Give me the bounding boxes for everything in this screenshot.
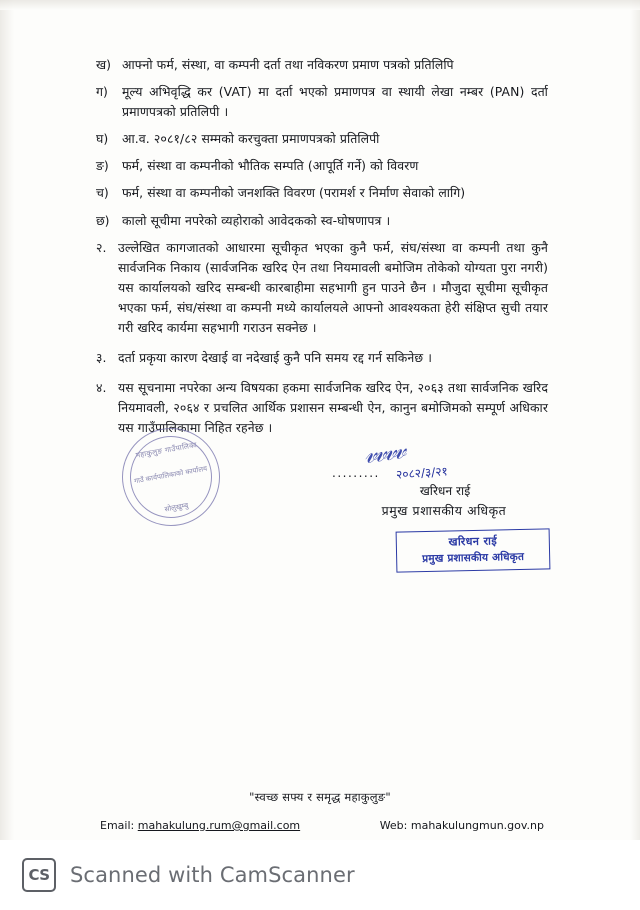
footer-email-label: Email: xyxy=(100,819,135,832)
footer-slogan: "स्वच्छ सफ्य र समृद्ध महाकुलुङ" xyxy=(249,790,391,804)
footer-email-address[interactable]: mahakulung.rum@gmail.com xyxy=(137,819,301,832)
clause-text: कालो सूचीमा नपरेको व्यहोराको आवेदकको स्व-घोषणापत्र । xyxy=(122,212,391,228)
clause-marker: ख) xyxy=(96,57,111,72)
numbered-text: दर्ता प्रकृया कारण देखाई वा नदेखाई कुनै पनि समय रद्द गर्न सकिनेछ । xyxy=(118,350,432,366)
clause-text: मूल्य अभिवृद्धि कर (VAT) मा दर्ता भएको प्रमाणपत्र वा स्थायी लेखा नम्बर (PAN) दर्ता प्रमाणपत्रको प्रतिलिपी । xyxy=(122,84,548,120)
signature-date: २०८२/३/२१ xyxy=(395,464,449,482)
footer-email xyxy=(100,819,300,832)
numbered-text: यस सूचनामा नपरेका अन्य विषयका हकमा सार्वजनिक खरिद ऐन, २०६३ तथा सार्वजनिक खरिद नियमावली, २०६४ र प्रचलित आर्थिक प्रशासन सम्बन्धी ऐन, कानुन बमोजिमको सम्पूर्ण अधिकार यस गाउँपालिकामा निहित रहनेछ । xyxy=(118,380,548,436)
signer-title: प्रमुख प्रशासकीय अधिकृत xyxy=(381,503,507,518)
clause-item xyxy=(96,82,548,122)
scan-edge-right xyxy=(630,0,640,910)
clause-text: फर्म, संस्था वा कम्पनीको भौतिक सम्पति (आपूर्ति गर्ने) को विवरण xyxy=(122,158,419,174)
numbered-text: उल्लेखित कागजातको आधारमा सूचीकृत भएका कुनै फर्म, संघ/संस्था वा कम्पनी तथा कुनै सार्वजनिक निकाय (सार्वजनिक खरिद ऐन तथा नियमावली बमोजिम तोकेको योग्यता पुरा नगरी) यस कार्यालयको खरिद सम्बन्धी कारबाहीमा सहभागी हुन पाउने छैन । मौजुदा सूचीमा सूचीकृत भएका फर्म, संघ/संस्था वा कम्पनी मध्ये कार्यालयले आफ्नो आवश्यकता हेरी संक्षिप्त सुची तयार गरी खरिद कार्यमा सहभागी गराउन सक्नेछ । xyxy=(118,239,548,336)
clause-item xyxy=(96,129,548,149)
numbered-marker: ३. xyxy=(96,350,107,366)
signer-name: खरिधन राई xyxy=(419,484,471,498)
numbered-marker: २. xyxy=(96,239,107,255)
scan-edge-left xyxy=(0,0,14,910)
seal-top-text: महाकुलुङ गाउँपालिका xyxy=(134,440,198,460)
scan-edge-top xyxy=(0,0,640,10)
clause-marker: छ) xyxy=(96,212,110,228)
clause-item xyxy=(96,55,548,75)
numbered-item xyxy=(96,348,548,368)
camscanner-watermark-bar xyxy=(0,840,640,910)
document-footer xyxy=(0,790,640,837)
clause-text: फर्म, संस्था वा कम्पनीको जनशक्ति विवरण (परामर्श र निर्माण सेवाको लागि) xyxy=(122,185,466,201)
numbered-marker: ४. xyxy=(96,380,107,396)
clause-item xyxy=(96,183,548,203)
clause-marker: घ) xyxy=(96,131,109,147)
ink-stamp-title: प्रमुख प्रशासकीय अधिकृत xyxy=(422,550,525,566)
clause-marker: ग) xyxy=(96,84,108,100)
signature-block xyxy=(96,420,548,566)
clause-text: आफ्नो फर्म, संस्था, वा कम्पनी दर्ता तथा नविकरण प्रमाण पत्रको प्रतिलिपि xyxy=(122,57,454,72)
camscanner-logo-icon: CS xyxy=(22,858,56,892)
footer-contact-row xyxy=(0,819,640,837)
clause-marker: च) xyxy=(96,185,109,201)
clause-marker: ङ) xyxy=(96,158,109,174)
signature-dots: ......... xyxy=(332,466,380,480)
seal-middle-text: गाउँ कार्यपालिकाको कार्यालय xyxy=(133,464,208,486)
handwritten-signature: 𝓋𝓋𝓋𝓋 xyxy=(361,435,406,471)
camscanner-label: Scanned with CamScanner xyxy=(70,863,355,887)
footer-website[interactable]: Web: mahakulungmun.gov.np xyxy=(379,819,544,832)
ink-stamp xyxy=(396,528,551,572)
seal-bottom-text: सोलुखुम्बु xyxy=(163,500,189,514)
clause-item xyxy=(96,156,548,176)
clause-text: आ.व. २०८१/८२ सम्मको करचुक्ता प्रमाणपत्रको प्रतिलिपी xyxy=(122,131,380,147)
ink-stamp-name: खरिधन राई xyxy=(448,534,498,549)
document-text-body xyxy=(96,55,548,449)
clause-item xyxy=(96,211,548,231)
numbered-item xyxy=(96,238,548,338)
